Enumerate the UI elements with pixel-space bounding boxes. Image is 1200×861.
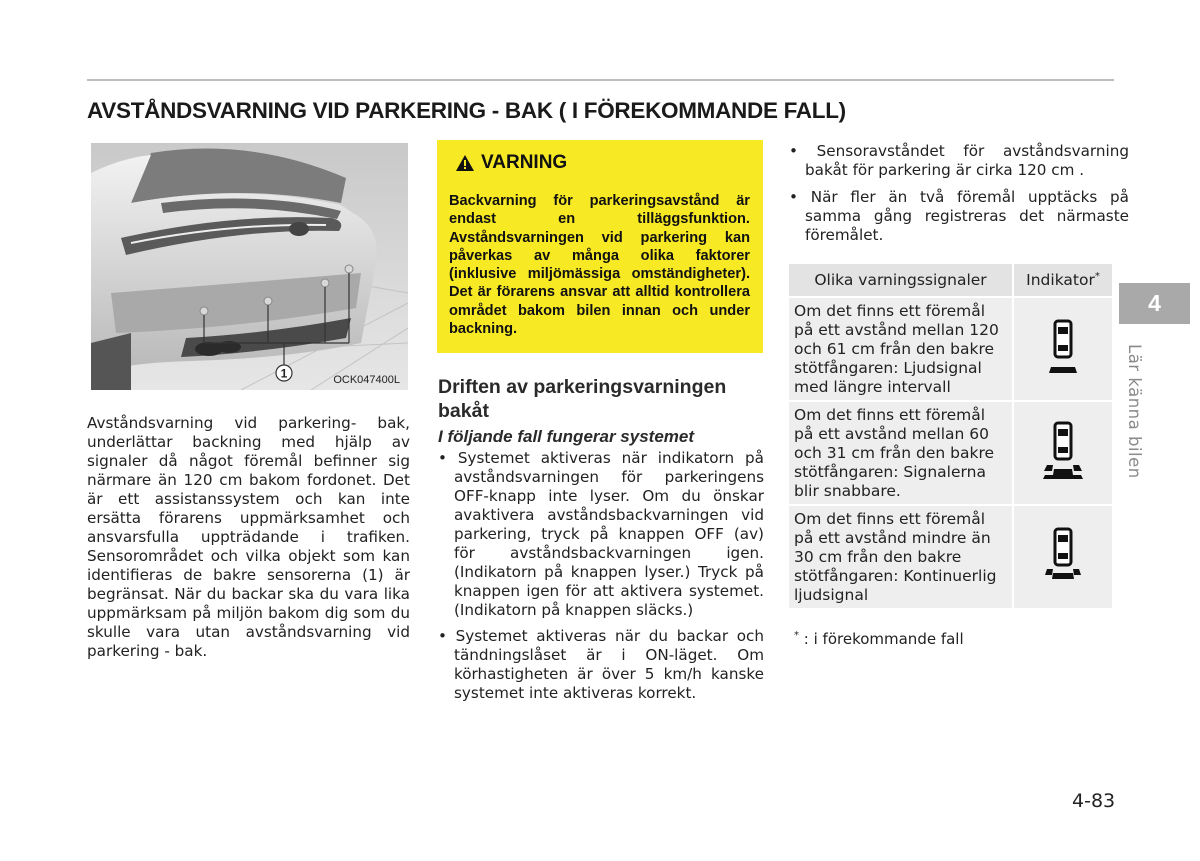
page-number: 4-83	[1072, 790, 1116, 812]
car-top-view-three-arcs-icon	[1043, 525, 1083, 585]
table-header-indicator	[1013, 264, 1112, 297]
page-title: AVSTÅNDSVARNING VID PARKERING - BAK ( I FÖREKOMMANDE FALL)	[87, 98, 846, 123]
table-row-text: Om det finns ett föremål på ett avstånd mellan 120 och 61 cm från den bakre stötfångaren: Ljudsignal med längre intervall	[789, 297, 1013, 401]
indicator-header-text: Indikator	[1026, 271, 1095, 290]
warning-heading-text: VARNING	[481, 152, 568, 173]
warning-signal-table	[789, 264, 1112, 608]
footnote-text: : i förekommande fall	[803, 630, 964, 648]
figure-code: OCK047400L	[333, 374, 400, 386]
table-footnote	[794, 630, 964, 648]
warning-box	[437, 140, 763, 353]
indicator-header-mark: *	[1094, 270, 1100, 282]
bullet-text: Systemet aktiveras när du backar och tändningslåset är i ON-läget. Om körhastigheten är över 5 km/h kanske systemet inte aktiveras korrekt.	[454, 627, 764, 702]
intro-paragraph: Avståndsvarning vid parkering- bak, underlättar backning med hjälp av signaler då något föremål befinner sig närmare än 120 cm bakom fordonet. Det är ett assistanssystem och kan inte ersätta förarens uppmärksamhet och ansvarsfulla uppträdande i trafiken. Sensorområdet och vilka objekt som kan identifieras de bakre sensorerna (1) är begränsat. När du backar ska du vara lika uppmärksam på miljön bakom dig som du skulle vara utan avståndsvarning vid parkering - bak.	[87, 414, 410, 660]
car-top-view-one-arc-icon	[1046, 317, 1080, 377]
chapter-label: Lär känna bilen	[1125, 344, 1144, 479]
table-row-text: Om det finns ett föremål på ett avstånd mindre än 30 cm från den bakre stötfångaren: Kontinuerlig ljudsignal	[789, 505, 1013, 608]
table-row-text: Om det finns ett föremål på ett avstånd mellan 60 och 31 cm från den bakre stötfångaren: Signalerna blir snabbare.	[789, 401, 1013, 505]
table-row-indicator	[1013, 297, 1112, 401]
section-subheading: I följande fall fungerar systemet	[438, 427, 695, 446]
bullet-item: • När fler än två föremål upptäcks på samma gång registreras det närmaste föremålet.	[789, 188, 1129, 244]
top-rule	[87, 79, 1114, 81]
callout-number: 1	[280, 366, 288, 381]
footnote-mark: *	[794, 630, 799, 641]
bullet-item: • Systemet aktiveras när indikatorn på avståndsvarningen för parkeringens OFF-knapp inte lyser. Om du önskar avaktivera avståndsbackvarningen vid parkering, tryck på knappen OFF (av) för avståndsbackvarningen igen. (Indikatorn på knappen lyser.) Tryck på knappen igen för att aktivera systemet. (Indikatorn på knappen släcks.)	[438, 449, 764, 619]
chapter-number: 4	[1148, 290, 1161, 316]
car-rear-illustration	[91, 143, 408, 390]
table-row-indicator	[1013, 505, 1112, 608]
table-header-signals: Olika varningssignaler	[789, 264, 1013, 297]
car-top-view-two-arcs-icon	[1041, 421, 1085, 481]
warning-heading	[455, 152, 567, 174]
bullet-item: • Sensoravståndet för avståndsvarning bakåt för parkering är cirka 120 cm .	[789, 142, 1129, 179]
bullet-item: • Systemet aktiveras när du backar och tändningslåset är i ON-läget. Om körhastigheten är över 5 km/h kanske systemet inte aktiveras korrekt.	[438, 627, 764, 702]
bullet-text: Systemet aktiveras när indikatorn på avståndsvarningen för parkeringens OFF-knapp inte lyser. Om du önskar avaktivera avståndsbackvarningen vid parkering, tryck på knappen OFF (av) för avståndsbackvarningen igen. (Indikatorn på knappen lyser.) Tryck på knappen igen för att aktivera systemet. (Indikatorn på knappen släcks.)	[454, 449, 764, 619]
section-heading: Driften av parkeringsvarningen bakåt	[438, 376, 727, 422]
table-row-indicator	[1013, 401, 1112, 505]
bullet-text: När fler än två föremål upptäcks på samma gång registreras det närmaste föremålet.	[805, 188, 1129, 244]
car-rear-photo	[91, 143, 408, 390]
chapter-tab	[1119, 283, 1190, 324]
warning-text: Backvarning för parkeringsavstånd är endast en tilläggsfunktion. Avståndsvarningen vid parkering kan påverkas av många olika faktorer (inklusive miljömässiga omständigheter). Det är förarens ansvar att alltid kontrollera området bakom bilen innan och under backning.	[449, 193, 750, 338]
bullet-text: Sensoravståndet för avståndsvarning bakåt för parkering är cirka 120 cm .	[805, 142, 1129, 179]
warning-triangle-icon	[455, 154, 475, 172]
